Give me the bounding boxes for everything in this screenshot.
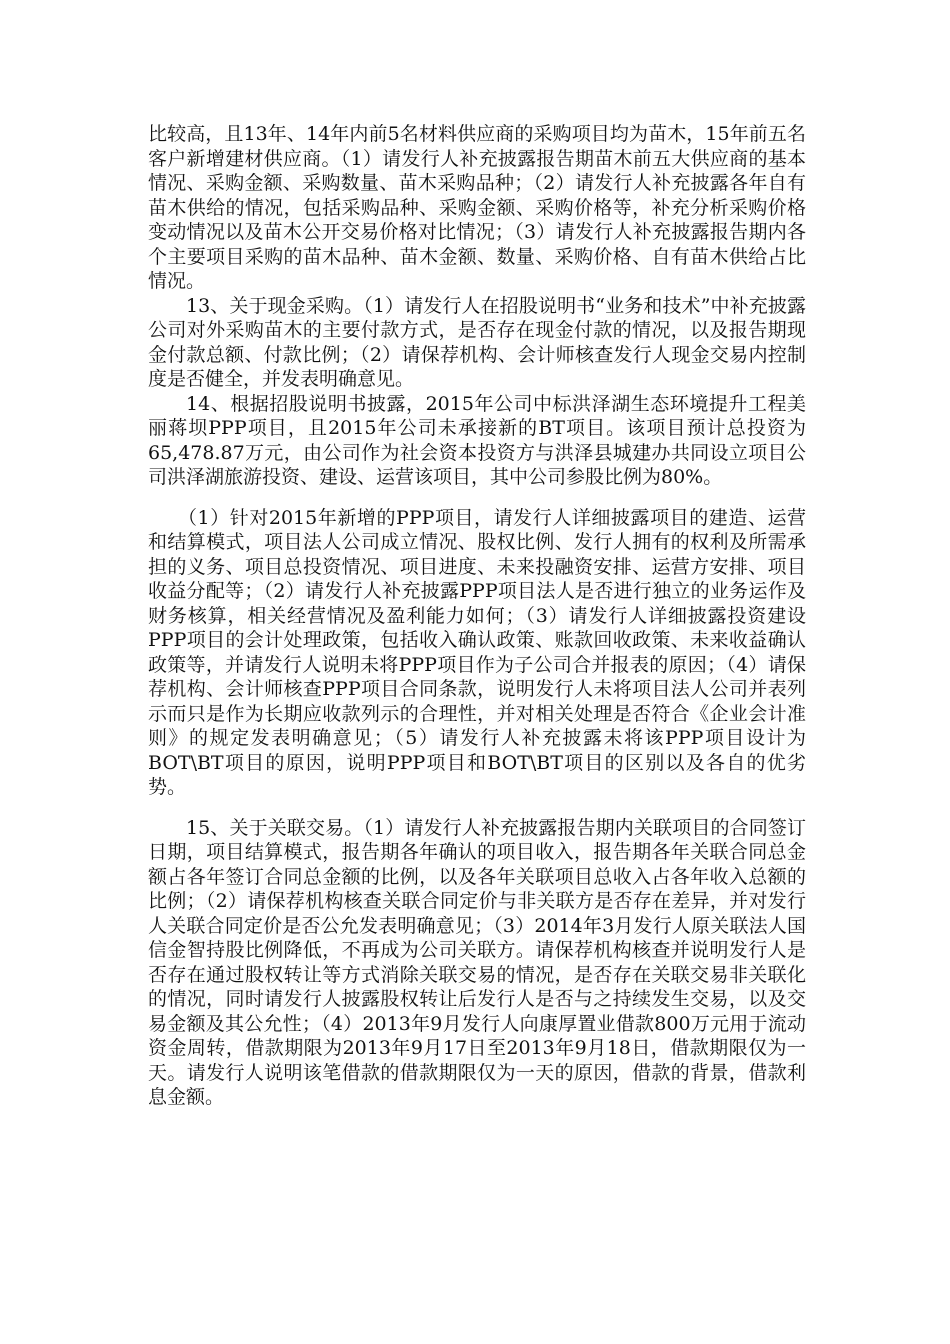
paragraph-item-14-ppp-project: 14、根据招股说明书披露，2015年公司中标洪泽湖生态环境提升工程美丽蒋坝PPP项目，且2015年公司未承接新的BT项目。该项目预计总投资为65,478.87万元，由公司作为社会资本投资方与洪泽县城建办共同设立项目公司洪泽湖旅游投资、建设、运营该项目，其中公司参股比例为80%。 bbox=[148, 392, 806, 488]
paragraph-supplier-continuation: 比较高，且13年、14年内前5名材料供应商的采购项目均为苗木，15年前五名客户新增建材供应商。（1）请发行人补充披露报告期苗木前五大供应商的基本情况、采购金额、采购数量、苗木采购品种；（2）请发行人补充披露各年自有苗木供给的情况，包括采购品种、采购金额、采购价格等，补充分析采购价格变动情况以及苗木公开交易价格对比情况；（3）请发行人补充披露报告期内各个主要项目采购的苗木品种、苗木金额、数量、采购价格、自有苗木供给占比情况。 bbox=[148, 123, 806, 292]
paragraph-item-15-related-transactions: 15、关于关联交易。（1）请发行人补充披露报告期内关联项目的合同签订日期，项目结算模式，报告期各年确认的项目收入，报告期各年关联合同总金额占各年签订合同总金额的比例，以及各年关联项目总收入占各年收入总额的比例；（2）请保荐机构核查关联合同定价与非关联方是否存在差异，并对发行人关联合同定价是否公允发表明确意见；（3）2014年3月发行人原关联法人国信金智持股比例降低，不再成为公司关联方。请保荐机构核查并说明发行人是否存在通过股权转让等方式消除关联交易的情况，是否存在关联交易非关联化的情况，同时请发行人披露股权转让后发行人是否与之持续发生交易，以及交易金额及其公允性；（4）2013年9月发行人向康厚置业借款800万元用于流动资金周转，借款期限为2013年9月17日至2013年9月18日，借款期限仅为一天。请发行人说明该笔借款的借款期限仅为一天的原因，借款的背景，借款利息金额。 bbox=[148, 816, 806, 1108]
paragraph-item-14-sub-questions: （1）针对2015年新增的PPP项目，请发行人详细披露项目的建造、运营和结算模式，项目法人公司成立情况、股权比例、发行人拥有的权利及所需承担的义务、项目总投资情况、项目进度、未来投融资安排、运营方安排、项目收益分配等；（2）请发行人补充披露PPP项目法人是否进行独立的业务运作及财务核算，相关经营情况及盈利能力如何；（3）请发行人详细披露投资建设PPP项目的会计处理政策，包括收入确认政策、账款回收政策、未来收益确认政策等，并请发行人说明未将PPP项目作为子公司合并报表的原因；（4）请保荐机构、会计师核查PPP项目合同条款，说明发行人未将项目法人公司并表列示而只是作为长期应收款列示的合理性，并对相关处理是否符合《企业会计准则》的规定发表明确意见；（5）请发行人补充披露未将该PPP项目设计为BOT\BT项目的原因，说明PPP项目和BOT\BT项目的区别以及各自的优劣势。 bbox=[148, 506, 806, 798]
document-body bbox=[148, 122, 806, 1110]
paragraph-item-13-cash-purchase: 13、关于现金采购。（1）请发行人在招股说明书“业务和技术”中补充披露公司对外采购苗木的主要付款方式，是否存在现金付款的情况，以及报告期现金付款总额、付款比例；（2）请保荐机构、会计师核查发行人现金交易内控制度是否健全，并发表明确意见。 bbox=[148, 294, 806, 390]
